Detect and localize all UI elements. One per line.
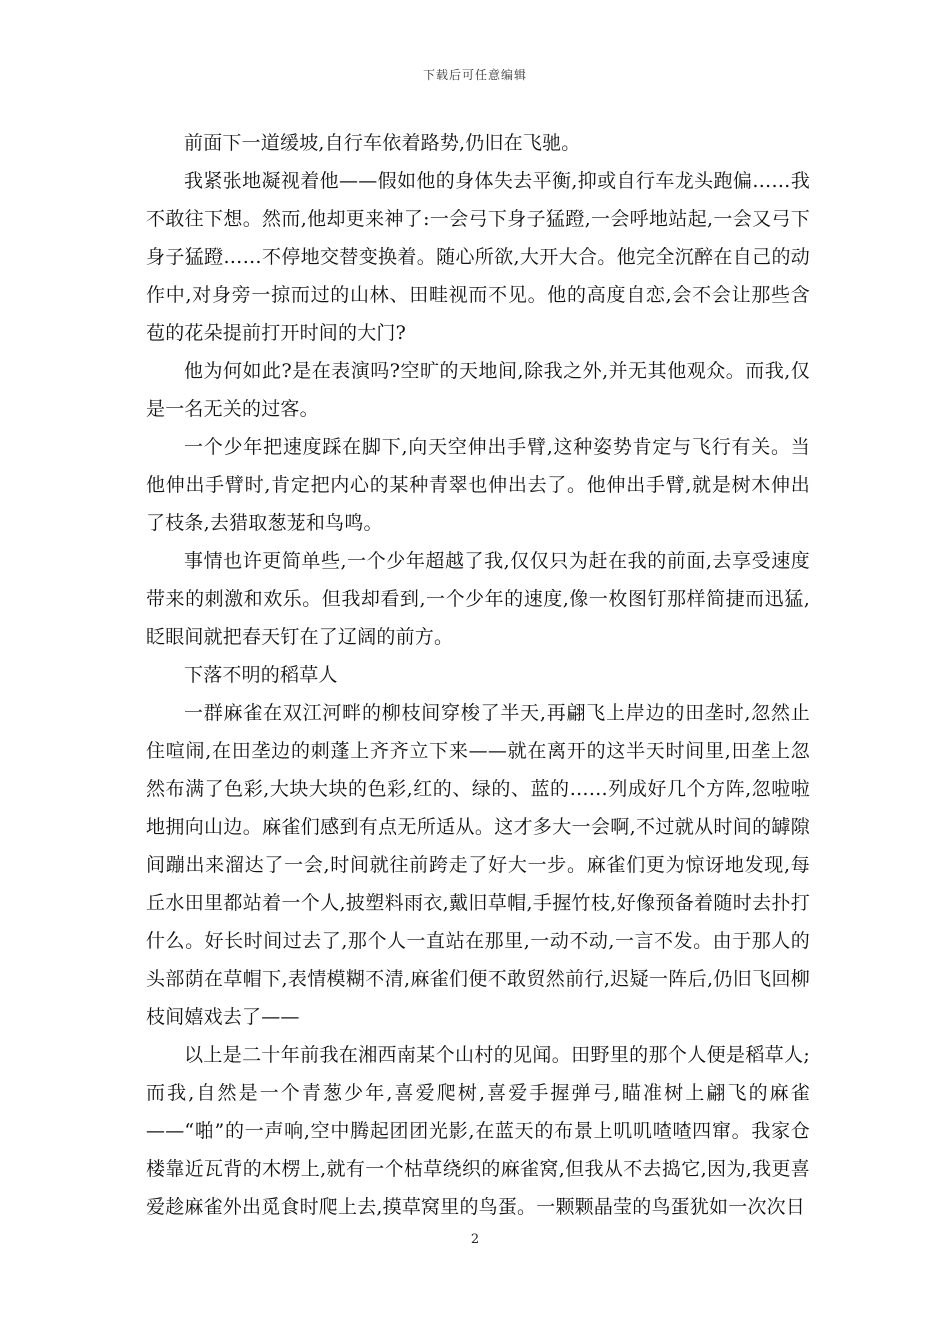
page-header: 下载后可任意编辑 (422, 68, 527, 82)
paragraph: 一群麻雀在双江河畔的柳枝间穿梭了半天,再翩飞上岸边的田垄时,忽然止住喧闹,在田垄边的刺蓬上齐齐立下来——就在离开的这半天时间里,田垄上忽然布满了色彩,大块大块的色彩,红的、绿的、蓝的……列成好几个方阵,忽啦啦地拥向山边。麻雀们感到有点无所适从。这才多大一会啊,不过就从时间的罅隙间蹦出来溜达了一会,时间就往前跨走了好大一步。麻雀们更为惊讶地发现,每丘水田里都站着一个人,披塑料雨衣,戴旧草帽,手握竹枝,好像预备着随时去扑打什么。好长时间过去了,那个人一直站在那里,一动不动,一言不发。由于那人的头部荫在草帽下,表情模糊不清,麻雀们便不敢贸然前行,迟疑一阵后,仍旧飞回柳枝间嬉戏去了—— (146, 702, 810, 1028)
paragraph: 我紧张地凝视着他——假如他的身体失去平衡,抑或自行车龙头跑偏……我不敢往下想。然而,他却更来神了:一会弓下身子猛蹬,一会呼地站起,一会又弓下身子猛蹬……不停地交替变换着。随心所欲,大开大合。他完全沉醉在自己的动作中,对身旁一掠而过的山林、田畦视而不见。他的高度自恋,会不会让那些含苞的花朵提前打开时间的大门? (146, 170, 810, 344)
paragraph: 前面下一道缓坡,自行车依着路势,仍旧在飞驰。 (184, 132, 581, 154)
paragraph: 以上是二十年前我在湘西南某个山村的见闻。田野里的那个人便是稻草人;而我,自然是一个青葱少年,喜爱爬树,喜爱手握弹弓,瞄准树上翩飞的麻雀——“啪”的一声响,空中腾起团团光影,在蓝天的布景上叽叽喳喳四窜。我家仓楼靠近瓦背的木楞上,就有一个枯草绕织的麻雀窝,但我从不去捣它,因为,我更喜爱趁麻雀外出觅食时爬上去,摸草窝里的鸟蛋。一颗颗晶莹的鸟蛋犹如一次次日 (146, 1044, 810, 1218)
paragraph: 一个少年把速度踩在脚下,向天空伸出手臂,这种姿势肯定与飞行有关。当他伸出手臂时,肯定把内心的某种青翠也伸出去了。他伸出手臂,就是树木伸出了枝条,去猎取葱茏和鸟鸣。 (146, 436, 810, 534)
document-body (146, 124, 810, 1226)
paragraph: 事情也许更简单些,一个少年超越了我,仅仅只为赶在我的前面,去享受速度带来的刺激和欢乐。但我却看到,一个少年的速度,像一枚图钉那样简捷而迅猛,眨眼间就把春天钉在了辽阔的前方。 (146, 550, 810, 648)
section-heading: 下落不明的稻草人 (184, 664, 338, 686)
page-number: 2 (470, 1232, 480, 1247)
paragraph: 他为何如此?是在表演吗?空旷的天地间,除我之外,并无其他观众。而我,仅是一名无关的过客。 (146, 360, 810, 420)
